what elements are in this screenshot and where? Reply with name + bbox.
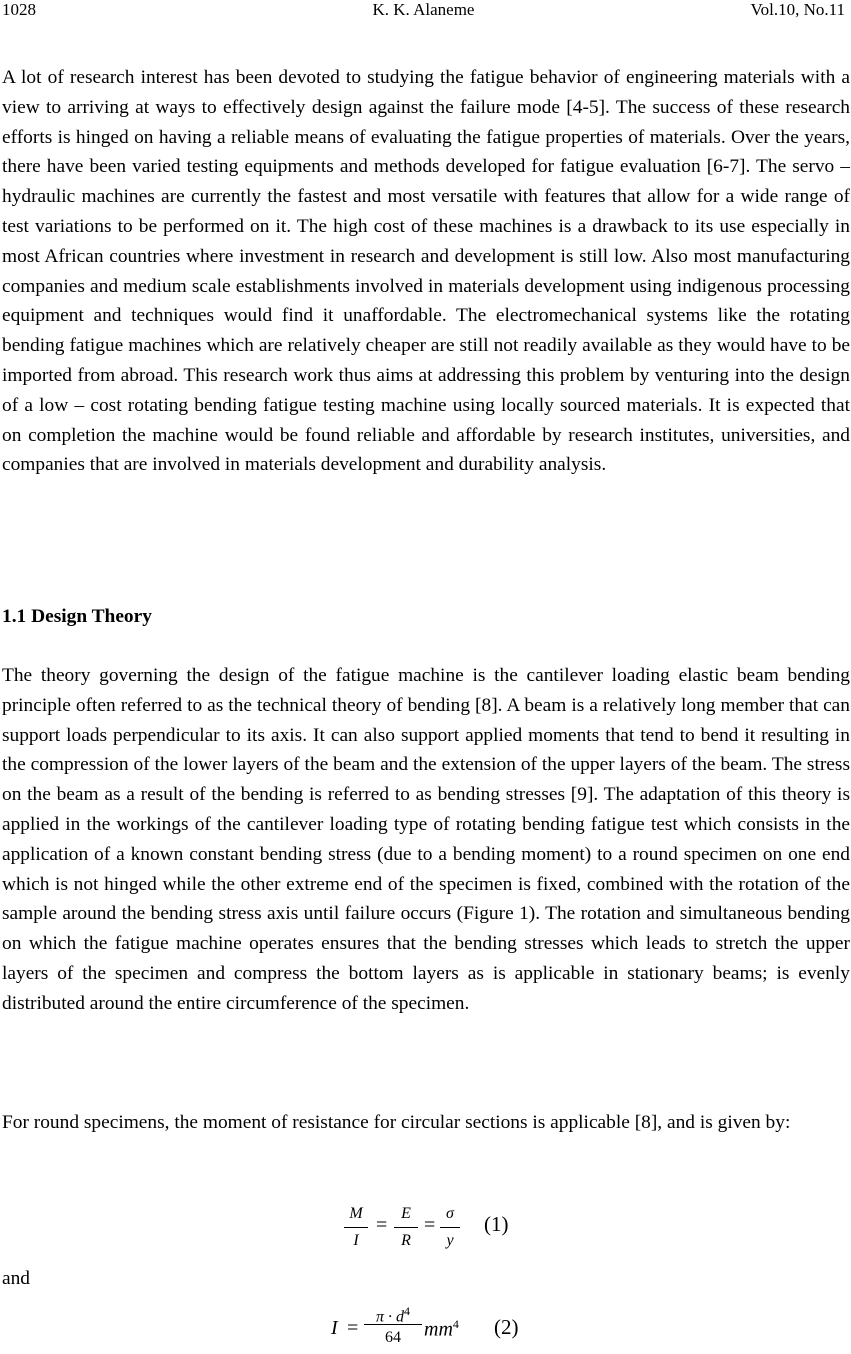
equals-sign: = [376,1214,388,1236]
eq2-unit-exponent: 4 [452,1317,459,1331]
eq2-denominator: 64 [385,1329,401,1346]
eq1-denominator-y: y [446,1232,454,1249]
equals-sign: = [424,1214,436,1236]
eq2-unit-text: mm [424,1318,453,1341]
eq2-lhs-i: I [331,1317,338,1339]
eq2-unit [424,1317,459,1342]
page-header [2,0,845,20]
eq2-numerator-text: π · d [375,1308,404,1326]
running-author: K. K. Alaneme [372,0,475,19]
equation-number-1: (1) [484,1212,509,1236]
eq1-numerator-e: E [401,1205,411,1222]
fraction-e-over-r [394,1201,418,1254]
eq2-numerator [364,1298,422,1324]
equals-sign: = [347,1317,359,1339]
page-number: 1028 [2,0,36,19]
fraction-pi-d4-over-64 [364,1298,422,1351]
intro-paragraph: A lot of research interest has been devoted to studying the fatigue behavior of engineering materials with a view to arriving at ways to effectively design against the failure mode [4-5]. The success of these research efforts is hinged on having a reliable means of evaluating the fatigue properties of materials. Over the years, there have been varied testing equipments and methods developed for fatigue evaluation [6-7]. The servo – hydraulic machines are currently the fastest and most versatile with features that allow for a wide range of test variations to be performed on it. The high cost of these machines is a drawback to its use especially in most African countries where investment in research and development is still low. Also most manufacturing companies and medium scale establishments involved in materials development using indigenous processing equipment and techniques would find it unaffordable. The electromechanical systems like the rotating bending fatigue machines which are relatively cheaper are still not readily available as they would have to be imported from abroad. This research work thus aims at addressing this problem by venturing into the design of a low – cost rotating bending fatigue testing machine using locally sourced materials. It is expected that on completion the machine would be found reliable and affordable by research institutes, universities, and companies that are involved in materials development and durability analysis. [2,67,850,476]
eq1-numerator-m: M [349,1205,363,1222]
fraction-m-over-i [344,1201,368,1254]
eq1-numerator-sigma: σ [446,1205,454,1222]
connector-text: and [2,1268,30,1289]
equation-number-2: (2) [494,1315,519,1339]
eq1-denominator-i: I [353,1232,359,1249]
eq1-denominator-r: R [401,1232,411,1249]
journal-volume: Vol.10, No.11 [750,0,845,19]
design-theory-paragraph: The theory governing the design of the fatigue machine is the cantilever loading elastic beam bending principle often referred to as the technical theory of bending [8]. A beam is a relatively long member that can support loads perpendicular to its axis. It can also support applied moments that tend to bend it resulting in the compression of the lower layers of the beam and the extension of the upper layers of the beam. The stress on the beam as a result of the bending is referred to as bending stresses [9]. The adaptation of this theory is applied in the workings of the cantilever loading type of rotating bending fatigue test which consists in the application of a known constant bending stress (due to a bending moment) to a round specimen on one end which is not hinged while the other extreme end of the specimen is fixed, combined with the rotation of the sample around the bending stress axis until failure occurs (Figure 1). The rotation and simultaneous bending on which the fatigue machine operates ensures that the bending stresses which leads to stretch the upper layers of the specimen and compress the bottom layers as is applicable in stationary beams; is evenly distributed around the entire circumference of the specimen. [2,665,850,1014]
eq2-numerator-exponent: 4 [404,1304,410,1318]
moment-resistance-paragraph: For round specimens, the moment of resistance for circular sections is applicable [8], and is given by: [2,1112,791,1133]
fraction-sigma-over-y [440,1201,460,1254]
section-heading: 1.1 Design Theory [2,606,152,627]
